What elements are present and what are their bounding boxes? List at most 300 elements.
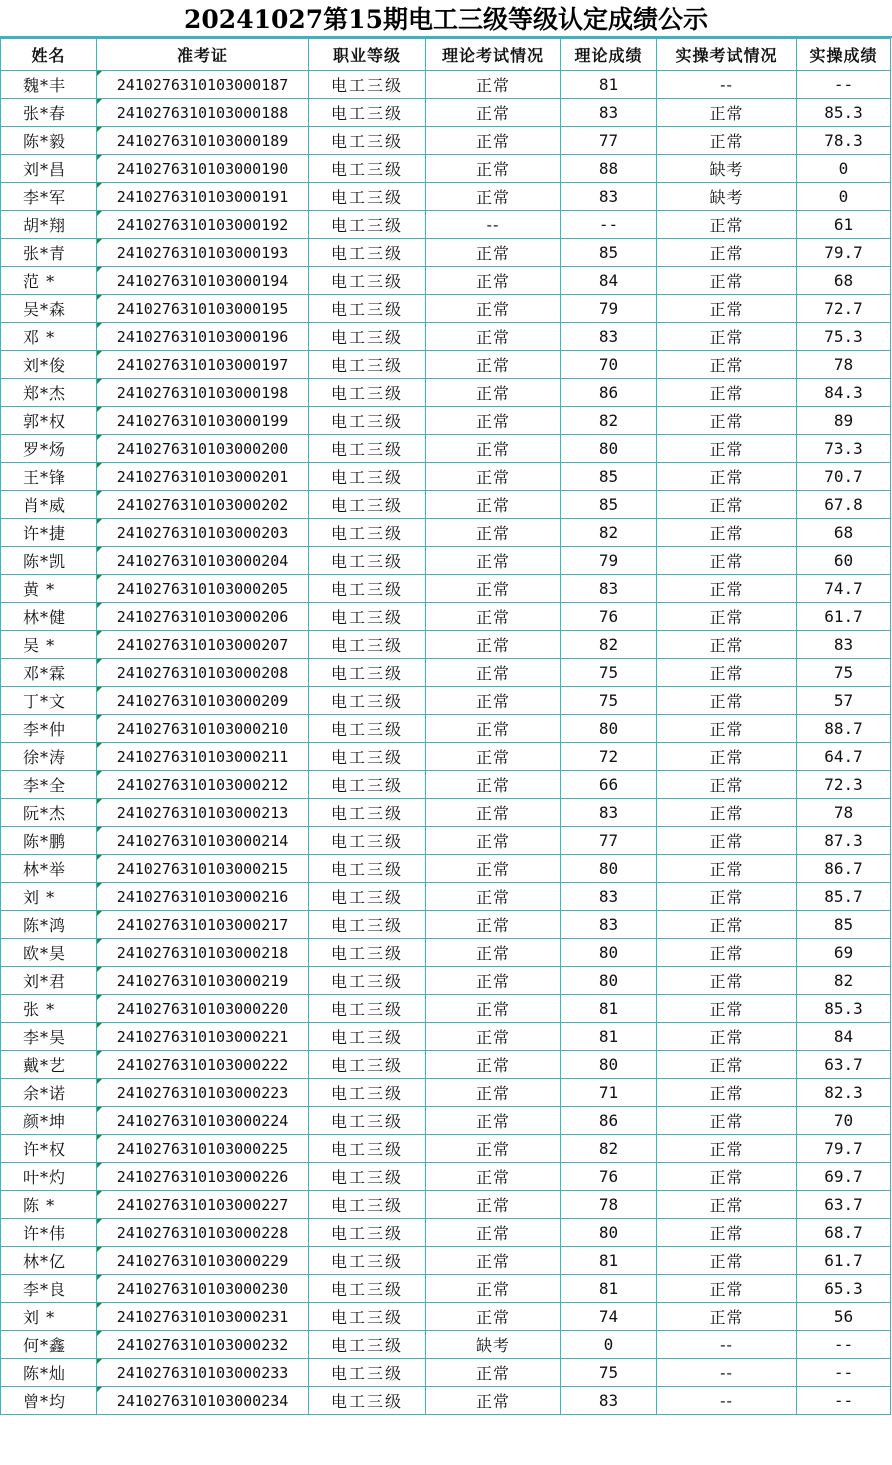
cell-level: 电工三级 xyxy=(309,659,426,687)
cell-exam-id: 2410276310103000213 xyxy=(97,799,309,827)
cell-name: 李*全 xyxy=(1,771,97,799)
cell-exam-id: 2410276310103000221 xyxy=(97,1023,309,1051)
page-title: 20241027第15期电工三级等级认定成绩公示 xyxy=(0,0,892,38)
cell-name: 肖*威 xyxy=(1,491,97,519)
cell-exam-id: 2410276310103000219 xyxy=(97,967,309,995)
table-row xyxy=(1,911,891,939)
table-row xyxy=(1,1135,891,1163)
cell-practical-status: 正常 xyxy=(657,435,797,463)
cell-name: 李*仲 xyxy=(1,715,97,743)
cell-level: 电工三级 xyxy=(309,1303,426,1331)
cell-exam-id: 2410276310103000203 xyxy=(97,519,309,547)
cell-theory-score: 82 xyxy=(561,1135,657,1163)
cell-practical-status: 正常 xyxy=(657,491,797,519)
table-row xyxy=(1,267,891,295)
cell-level: 电工三级 xyxy=(309,1275,426,1303)
cell-practical-score: 70.7 xyxy=(797,463,891,491)
cell-theory-score: 79 xyxy=(561,547,657,575)
cell-practical-score: 61.7 xyxy=(797,603,891,631)
cell-theory-status: 正常 xyxy=(426,995,561,1023)
cell-theory-status: 正常 xyxy=(426,323,561,351)
cell-practical-score: 79.7 xyxy=(797,1135,891,1163)
cell-practical-status: 缺考 xyxy=(657,183,797,211)
cell-name: 吴 * xyxy=(1,631,97,659)
cell-theory-status: 正常 xyxy=(426,1247,561,1275)
cell-exam-id: 2410276310103000232 xyxy=(97,1331,309,1359)
table-row xyxy=(1,491,891,519)
cell-theory-score: 84 xyxy=(561,267,657,295)
cell-theory-status: 正常 xyxy=(426,911,561,939)
cell-practical-status: 正常 xyxy=(657,967,797,995)
cell-theory-status: 正常 xyxy=(426,491,561,519)
cell-theory-status: 正常 xyxy=(426,1387,561,1415)
cell-level: 电工三级 xyxy=(309,351,426,379)
cell-practical-score: 63.7 xyxy=(797,1191,891,1219)
cell-theory-score: 85 xyxy=(561,239,657,267)
cell-theory-score: 80 xyxy=(561,939,657,967)
cell-exam-id: 2410276310103000226 xyxy=(97,1163,309,1191)
cell-practical-status: 正常 xyxy=(657,995,797,1023)
cell-practical-score: 88.7 xyxy=(797,715,891,743)
cell-exam-id: 2410276310103000209 xyxy=(97,687,309,715)
cell-practical-status: 正常 xyxy=(657,1191,797,1219)
cell-practical-status: 正常 xyxy=(657,575,797,603)
cell-theory-status: 正常 xyxy=(426,799,561,827)
cell-name: 邓*霖 xyxy=(1,659,97,687)
table-row xyxy=(1,1079,891,1107)
header-practical-score: 实操成绩 xyxy=(797,39,891,71)
cell-practical-status: 正常 xyxy=(657,715,797,743)
table-row xyxy=(1,771,891,799)
cell-practical-status: 正常 xyxy=(657,351,797,379)
cell-theory-score: 88 xyxy=(561,155,657,183)
cell-theory-score: 79 xyxy=(561,295,657,323)
cell-theory-score: 0 xyxy=(561,1331,657,1359)
header-exam-id: 准考证 xyxy=(97,39,309,71)
cell-name: 张*青 xyxy=(1,239,97,267)
cell-level: 电工三级 xyxy=(309,1331,426,1359)
cell-practical-status: 正常 xyxy=(657,407,797,435)
cell-practical-status: 正常 xyxy=(657,687,797,715)
cell-practical-status: 正常 xyxy=(657,1051,797,1079)
cell-exam-id: 2410276310103000208 xyxy=(97,659,309,687)
cell-level: 电工三级 xyxy=(309,1163,426,1191)
cell-theory-status: 正常 xyxy=(426,687,561,715)
table-row xyxy=(1,155,891,183)
cell-practical-status: 正常 xyxy=(657,743,797,771)
cell-level: 电工三级 xyxy=(309,183,426,211)
table-row xyxy=(1,547,891,575)
table-row xyxy=(1,1275,891,1303)
cell-exam-id: 2410276310103000211 xyxy=(97,743,309,771)
cell-theory-score: 75 xyxy=(561,687,657,715)
cell-practical-status: 正常 xyxy=(657,1247,797,1275)
cell-exam-id: 2410276310103000188 xyxy=(97,99,309,127)
cell-practical-score: 61 xyxy=(797,211,891,239)
cell-exam-id: 2410276310103000189 xyxy=(97,127,309,155)
cell-theory-status: 正常 xyxy=(426,715,561,743)
cell-theory-score: 83 xyxy=(561,883,657,911)
table-row xyxy=(1,1163,891,1191)
cell-practical-status: 正常 xyxy=(657,1303,797,1331)
cell-name: 张 * xyxy=(1,995,97,1023)
table-row xyxy=(1,659,891,687)
cell-exam-id: 2410276310103000225 xyxy=(97,1135,309,1163)
cell-name: 叶*灼 xyxy=(1,1163,97,1191)
cell-practical-score: 64.7 xyxy=(797,743,891,771)
cell-level: 电工三级 xyxy=(309,1219,426,1247)
cell-level: 电工三级 xyxy=(309,995,426,1023)
cell-practical-score: 82 xyxy=(797,967,891,995)
header-theory-score: 理论成绩 xyxy=(561,39,657,71)
cell-theory-status: 正常 xyxy=(426,1219,561,1247)
cell-level: 电工三级 xyxy=(309,1051,426,1079)
cell-practical-score: 79.7 xyxy=(797,239,891,267)
table-row xyxy=(1,687,891,715)
cell-theory-status: 正常 xyxy=(426,239,561,267)
cell-practical-status: 正常 xyxy=(657,1135,797,1163)
cell-name: 陈 * xyxy=(1,1191,97,1219)
cell-theory-score: 71 xyxy=(561,1079,657,1107)
cell-theory-status: 正常 xyxy=(426,1107,561,1135)
cell-level: 电工三级 xyxy=(309,519,426,547)
table-row xyxy=(1,239,891,267)
cell-practical-status: 正常 xyxy=(657,211,797,239)
cell-practical-score: 85.3 xyxy=(797,99,891,127)
cell-name: 刘*俊 xyxy=(1,351,97,379)
cell-theory-status: 正常 xyxy=(426,1135,561,1163)
cell-practical-status: 缺考 xyxy=(657,155,797,183)
table-row xyxy=(1,883,891,911)
cell-level: 电工三级 xyxy=(309,575,426,603)
cell-name: 陈*毅 xyxy=(1,127,97,155)
cell-theory-status: 正常 xyxy=(426,855,561,883)
cell-level: 电工三级 xyxy=(309,967,426,995)
cell-exam-id: 2410276310103000187 xyxy=(97,71,309,99)
table-row xyxy=(1,995,891,1023)
cell-exam-id: 2410276310103000227 xyxy=(97,1191,309,1219)
cell-theory-score: 83 xyxy=(561,911,657,939)
cell-practical-score: 68 xyxy=(797,519,891,547)
cell-exam-id: 2410276310103000223 xyxy=(97,1079,309,1107)
cell-exam-id: 2410276310103000214 xyxy=(97,827,309,855)
cell-theory-status: 正常 xyxy=(426,1051,561,1079)
cell-exam-id: 2410276310103000231 xyxy=(97,1303,309,1331)
cell-theory-score: 66 xyxy=(561,771,657,799)
table-row xyxy=(1,407,891,435)
cell-theory-status: -- xyxy=(426,211,561,239)
cell-theory-score: 85 xyxy=(561,491,657,519)
cell-name: 黄 * xyxy=(1,575,97,603)
cell-practical-status: 正常 xyxy=(657,239,797,267)
cell-theory-status: 正常 xyxy=(426,1191,561,1219)
cell-practical-score: 85.7 xyxy=(797,883,891,911)
cell-level: 电工三级 xyxy=(309,379,426,407)
cell-exam-id: 2410276310103000206 xyxy=(97,603,309,631)
cell-exam-id: 2410276310103000195 xyxy=(97,295,309,323)
cell-theory-status: 正常 xyxy=(426,1163,561,1191)
cell-theory-score: 85 xyxy=(561,463,657,491)
cell-name: 郑*杰 xyxy=(1,379,97,407)
table-row xyxy=(1,939,891,967)
cell-name: 刘 * xyxy=(1,883,97,911)
cell-practical-score: -- xyxy=(797,1359,891,1387)
cell-practical-score: 89 xyxy=(797,407,891,435)
cell-level: 电工三级 xyxy=(309,295,426,323)
cell-practical-score: -- xyxy=(797,1387,891,1415)
cell-practical-status: 正常 xyxy=(657,127,797,155)
cell-theory-score: 77 xyxy=(561,827,657,855)
cell-practical-status: 正常 xyxy=(657,1079,797,1107)
cell-level: 电工三级 xyxy=(309,323,426,351)
cell-theory-status: 正常 xyxy=(426,71,561,99)
cell-theory-score: 78 xyxy=(561,1191,657,1219)
cell-theory-score: 83 xyxy=(561,183,657,211)
cell-theory-score: 81 xyxy=(561,71,657,99)
cell-exam-id: 2410276310103000216 xyxy=(97,883,309,911)
cell-exam-id: 2410276310103000210 xyxy=(97,715,309,743)
cell-theory-score: 80 xyxy=(561,1051,657,1079)
cell-name: 戴*艺 xyxy=(1,1051,97,1079)
table-row xyxy=(1,1107,891,1135)
table-row xyxy=(1,379,891,407)
cell-practical-score: 65.3 xyxy=(797,1275,891,1303)
cell-exam-id: 2410276310103000212 xyxy=(97,771,309,799)
cell-exam-id: 2410276310103000190 xyxy=(97,155,309,183)
cell-practical-score: 82.3 xyxy=(797,1079,891,1107)
cell-theory-status: 正常 xyxy=(426,435,561,463)
cell-level: 电工三级 xyxy=(309,687,426,715)
cell-name: 余*诺 xyxy=(1,1079,97,1107)
cell-practical-status: -- xyxy=(657,1387,797,1415)
cell-practical-status: 正常 xyxy=(657,463,797,491)
cell-practical-score: 78 xyxy=(797,351,891,379)
cell-level: 电工三级 xyxy=(309,463,426,491)
cell-level: 电工三级 xyxy=(309,911,426,939)
cell-practical-score: 57 xyxy=(797,687,891,715)
cell-exam-id: 2410276310103000205 xyxy=(97,575,309,603)
cell-level: 电工三级 xyxy=(309,1359,426,1387)
cell-level: 电工三级 xyxy=(309,155,426,183)
table-row xyxy=(1,715,891,743)
cell-theory-score: 83 xyxy=(561,1387,657,1415)
table-row xyxy=(1,855,891,883)
header-level: 职业等级 xyxy=(309,39,426,71)
cell-theory-status: 正常 xyxy=(426,771,561,799)
cell-practical-score: 60 xyxy=(797,547,891,575)
cell-level: 电工三级 xyxy=(309,799,426,827)
table-row xyxy=(1,435,891,463)
cell-practical-score: 69.7 xyxy=(797,1163,891,1191)
table-row xyxy=(1,1051,891,1079)
cell-theory-status: 正常 xyxy=(426,267,561,295)
header-theory-status: 理论考试情况 xyxy=(426,39,561,71)
cell-practical-score: 84.3 xyxy=(797,379,891,407)
cell-practical-status: 正常 xyxy=(657,547,797,575)
cell-name: 林*举 xyxy=(1,855,97,883)
cell-theory-status: 正常 xyxy=(426,155,561,183)
cell-practical-status: 正常 xyxy=(657,379,797,407)
cell-theory-score: 80 xyxy=(561,1219,657,1247)
cell-practical-status: 正常 xyxy=(657,883,797,911)
cell-practical-score: 86.7 xyxy=(797,855,891,883)
cell-name: 李*良 xyxy=(1,1275,97,1303)
cell-theory-score: 80 xyxy=(561,967,657,995)
table-row xyxy=(1,99,891,127)
table-row xyxy=(1,519,891,547)
cell-name: 陈*凯 xyxy=(1,547,97,575)
cell-theory-score: 83 xyxy=(561,99,657,127)
cell-exam-id: 2410276310103000234 xyxy=(97,1387,309,1415)
cell-theory-score: 80 xyxy=(561,855,657,883)
cell-level: 电工三级 xyxy=(309,1387,426,1415)
cell-name: 徐*涛 xyxy=(1,743,97,771)
cell-name: 何*鑫 xyxy=(1,1331,97,1359)
table-row xyxy=(1,1191,891,1219)
cell-name: 魏*丰 xyxy=(1,71,97,99)
cell-theory-status: 正常 xyxy=(426,1275,561,1303)
cell-theory-status: 正常 xyxy=(426,967,561,995)
cell-level: 电工三级 xyxy=(309,855,426,883)
cell-level: 电工三级 xyxy=(309,547,426,575)
cell-theory-score: 81 xyxy=(561,1023,657,1051)
cell-theory-score: 75 xyxy=(561,659,657,687)
cell-name: 颜*坤 xyxy=(1,1107,97,1135)
cell-practical-status: 正常 xyxy=(657,603,797,631)
table-row xyxy=(1,1331,891,1359)
cell-practical-score: -- xyxy=(797,71,891,99)
cell-practical-score: 85 xyxy=(797,911,891,939)
cell-exam-id: 2410276310103000196 xyxy=(97,323,309,351)
cell-level: 电工三级 xyxy=(309,827,426,855)
cell-exam-id: 2410276310103000198 xyxy=(97,379,309,407)
cell-exam-id: 2410276310103000233 xyxy=(97,1359,309,1387)
cell-name: 范 * xyxy=(1,267,97,295)
cell-practical-score: 73.3 xyxy=(797,435,891,463)
cell-level: 电工三级 xyxy=(309,631,426,659)
cell-theory-score: 76 xyxy=(561,603,657,631)
cell-practical-score: 67.8 xyxy=(797,491,891,519)
cell-theory-status: 正常 xyxy=(426,631,561,659)
cell-theory-status: 正常 xyxy=(426,1023,561,1051)
cell-name: 许*伟 xyxy=(1,1219,97,1247)
cell-practical-score: 74.7 xyxy=(797,575,891,603)
cell-exam-id: 2410276310103000197 xyxy=(97,351,309,379)
cell-theory-score: 72 xyxy=(561,743,657,771)
cell-practical-score: 72.3 xyxy=(797,771,891,799)
cell-name: 许*权 xyxy=(1,1135,97,1163)
results-table xyxy=(0,38,891,1415)
cell-practical-score: -- xyxy=(797,1331,891,1359)
cell-practical-status: 正常 xyxy=(657,99,797,127)
cell-name: 刘 * xyxy=(1,1303,97,1331)
cell-theory-status: 正常 xyxy=(426,1079,561,1107)
cell-theory-score: 82 xyxy=(561,519,657,547)
cell-practical-status: 正常 xyxy=(657,939,797,967)
cell-practical-score: 84 xyxy=(797,1023,891,1051)
cell-theory-status: 正常 xyxy=(426,463,561,491)
table-row xyxy=(1,743,891,771)
cell-name: 林*亿 xyxy=(1,1247,97,1275)
cell-theory-status: 正常 xyxy=(426,295,561,323)
cell-level: 电工三级 xyxy=(309,99,426,127)
table-row xyxy=(1,575,891,603)
header-name: 姓名 xyxy=(1,39,97,71)
cell-practical-status: 正常 xyxy=(657,827,797,855)
cell-name: 丁*文 xyxy=(1,687,97,715)
cell-practical-status: 正常 xyxy=(657,1023,797,1051)
cell-theory-score: 76 xyxy=(561,1163,657,1191)
cell-theory-status: 正常 xyxy=(426,519,561,547)
table-row xyxy=(1,1387,891,1415)
cell-theory-score: 81 xyxy=(561,1275,657,1303)
cell-exam-id: 2410276310103000207 xyxy=(97,631,309,659)
cell-theory-status: 正常 xyxy=(426,603,561,631)
cell-practical-score: 0 xyxy=(797,183,891,211)
cell-exam-id: 2410276310103000220 xyxy=(97,995,309,1023)
cell-practical-status: -- xyxy=(657,1359,797,1387)
cell-practical-status: 正常 xyxy=(657,1107,797,1135)
cell-practical-score: 87.3 xyxy=(797,827,891,855)
cell-practical-score: 0 xyxy=(797,155,891,183)
cell-theory-score: 80 xyxy=(561,715,657,743)
cell-exam-id: 2410276310103000229 xyxy=(97,1247,309,1275)
cell-theory-status: 正常 xyxy=(426,183,561,211)
cell-practical-score: 68.7 xyxy=(797,1219,891,1247)
cell-exam-id: 2410276310103000204 xyxy=(97,547,309,575)
cell-level: 电工三级 xyxy=(309,1079,426,1107)
cell-name: 郭*权 xyxy=(1,407,97,435)
cell-level: 电工三级 xyxy=(309,1247,426,1275)
table-row xyxy=(1,1219,891,1247)
cell-practical-score: 85.3 xyxy=(797,995,891,1023)
cell-level: 电工三级 xyxy=(309,771,426,799)
cell-practical-status: 正常 xyxy=(657,519,797,547)
cell-level: 电工三级 xyxy=(309,435,426,463)
cell-theory-score: 83 xyxy=(561,799,657,827)
cell-theory-status: 正常 xyxy=(426,1359,561,1387)
cell-practical-score: 78.3 xyxy=(797,127,891,155)
cell-name: 李*军 xyxy=(1,183,97,211)
cell-practical-status: 正常 xyxy=(657,1275,797,1303)
table-row xyxy=(1,1303,891,1331)
cell-theory-score: 83 xyxy=(561,575,657,603)
cell-practical-status: -- xyxy=(657,1331,797,1359)
cell-exam-id: 2410276310103000230 xyxy=(97,1275,309,1303)
cell-practical-status: 正常 xyxy=(657,659,797,687)
cell-theory-status: 正常 xyxy=(426,827,561,855)
cell-level: 电工三级 xyxy=(309,407,426,435)
cell-theory-status: 正常 xyxy=(426,1303,561,1331)
cell-practical-status: 正常 xyxy=(657,855,797,883)
cell-level: 电工三级 xyxy=(309,1191,426,1219)
cell-name: 吴*森 xyxy=(1,295,97,323)
cell-exam-id: 2410276310103000217 xyxy=(97,911,309,939)
cell-practical-status: -- xyxy=(657,71,797,99)
cell-theory-status: 正常 xyxy=(426,743,561,771)
cell-exam-id: 2410276310103000200 xyxy=(97,435,309,463)
table-row xyxy=(1,967,891,995)
cell-name: 陈*鹏 xyxy=(1,827,97,855)
cell-name: 曾*均 xyxy=(1,1387,97,1415)
cell-level: 电工三级 xyxy=(309,1023,426,1051)
cell-exam-id: 2410276310103000194 xyxy=(97,267,309,295)
cell-practical-score: 68 xyxy=(797,267,891,295)
table-body xyxy=(1,71,891,1415)
cell-theory-score: 80 xyxy=(561,435,657,463)
cell-theory-score: 81 xyxy=(561,1247,657,1275)
cell-theory-status: 正常 xyxy=(426,659,561,687)
